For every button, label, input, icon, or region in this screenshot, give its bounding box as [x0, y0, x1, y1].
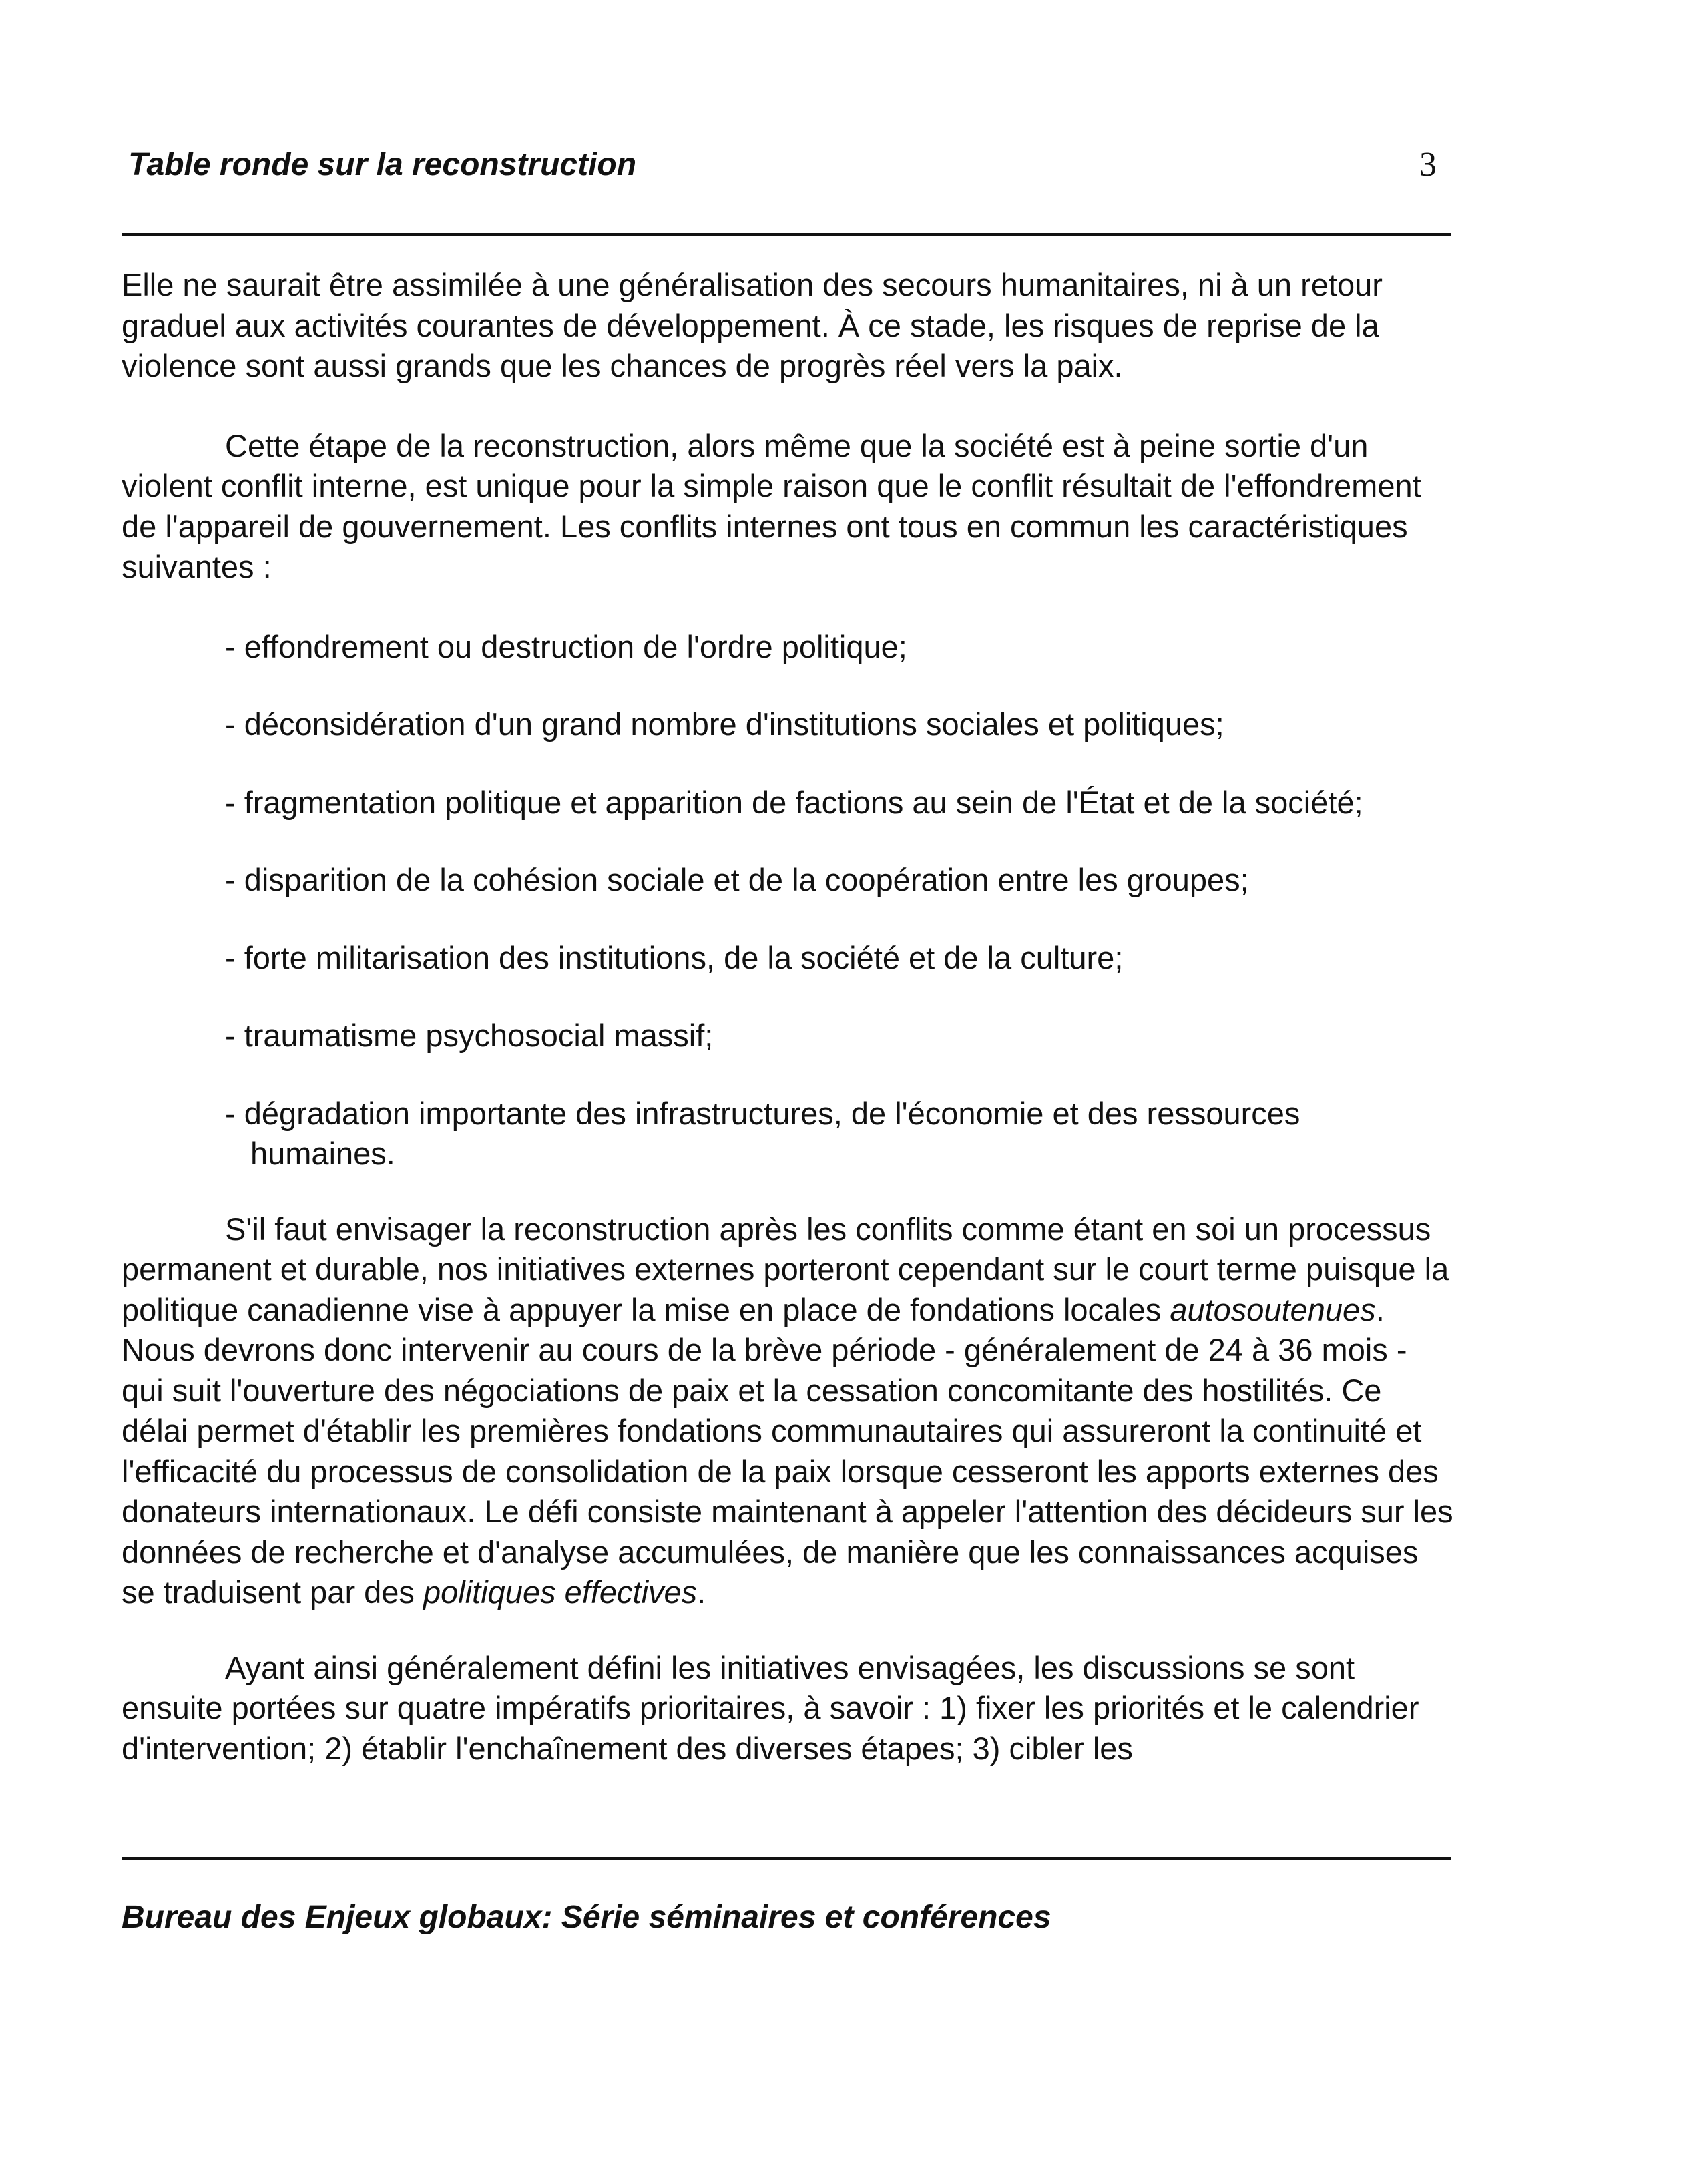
header-title: Table ronde sur la reconstruction — [128, 147, 637, 182]
paragraph-1: Elle ne saurait être assimilée à une généralisation des secours humanitaires, ni à un retour graduel aux activités courantes de développement. À ce stade, les risques de reprise de la violence sont aussi grands que les chances de progrès réel vers la paix. — [122, 267, 1383, 383]
body-text — [122, 265, 1453, 1769]
paragraph-4: Ayant ainsi généralement défini les initiatives envisagées, les discussions se sont ensuite portées sur quatre impératifs prioritaires, à savoir : 1) fixer les priorités et le calendrier d'intervention; 2) établir l'enchaînement des diverses étapes; 3) cibler les — [122, 1649, 1419, 1766]
page-number: 3 — [1419, 146, 1437, 184]
paragraph-3-part-2: . Nous devrons donc intervenir au cours de la brève période - généralement de 24 à 36 mois - qui suit l'ouverture des négociations de paix et la cessation concomitante des hostilités. Ce délai permet d'établir les premières fondations communautaires qui assureront la continuité et l'efficacité du processus de consolidation de la paix lorsque cesseront les apports externes des donateurs internationaux. Le défi consiste maintenant à appeler l'attention des décideurs sur les données de recherche et d'analyse accumulées, de manière que les connaissances acquises se traduisent par des — [122, 1291, 1453, 1610]
list-item: - disparition de la cohésion sociale et de la coopération entre les groupes; — [225, 862, 1249, 897]
paragraph-3-part-3: . — [697, 1574, 706, 1610]
list-item: - déconsidération d'un grand nombre d'institutions sociales et politiques; — [225, 706, 1224, 742]
paragraph-2: Cette étape de la reconstruction, alors même que la société est à peine sortie d'un violent conflit interne, est unique pour la simple raison que le conflit résultait de l'effondrement de l'appareil de gouvernement. Les conflits internes ont tous en commun les caractéristiques suivantes : — [122, 427, 1421, 584]
list-item: - effondrement ou destruction de l'ordre politique; — [225, 628, 907, 664]
footer-rule — [122, 1857, 1451, 1860]
list-item: - dégradation importante des infrastructures, de l'économie et des ressources humaines. — [225, 1095, 1300, 1171]
paragraph-3-part-1: S'il faut envisager la reconstruction après les conflits comme étant en soi un processus permanent et durable, nos initiatives externes porteront cependant sur le court terme puisque la politique canadienne vise à appuyer la mise en place de fondations locales — [122, 1211, 1449, 1327]
emphasis-politiques-effectives: politiques effectives — [423, 1574, 698, 1610]
running-footer: Bureau des Enjeux globaux: Série séminaires et conférences — [122, 1900, 1051, 1935]
list-item: - forte militarisation des institutions, de la société et de la culture; — [225, 939, 1124, 975]
paragraph-3 — [122, 1209, 1453, 1613]
header-rule — [122, 233, 1451, 236]
emphasis-autosoutenues: autosoutenues — [1170, 1291, 1376, 1327]
characteristics-list — [122, 627, 1453, 1174]
list-item: - fragmentation politique et apparition de factions au sein de l'État et de la société; — [225, 784, 1363, 820]
list-item: - traumatisme psychosocial massif; — [225, 1018, 714, 1053]
running-header — [128, 142, 1450, 188]
